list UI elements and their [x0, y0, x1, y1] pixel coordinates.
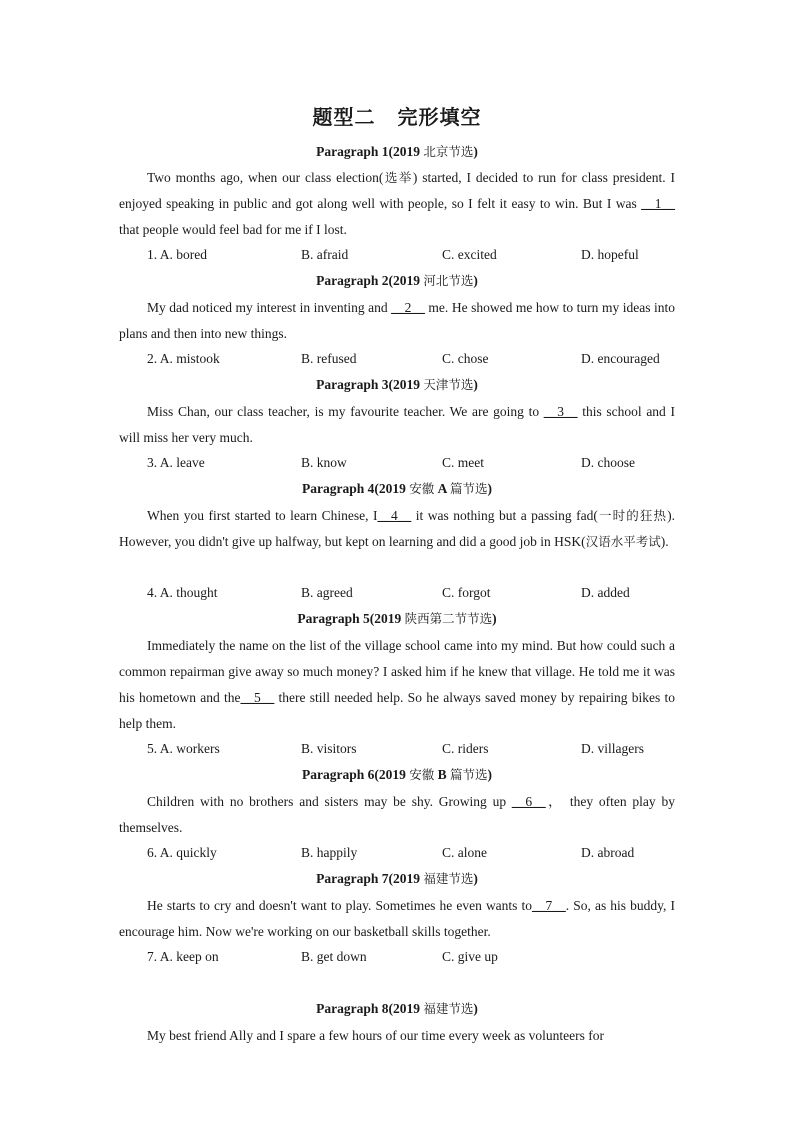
title-part2: 完形填空 — [397, 105, 482, 129]
passage-text: He starts to cry and doesn't want to play. Sometimes he even wants to__7__. So, as his buddy, I encourage him. Now we're working on our basketball skills together. — [119, 898, 675, 939]
section-heading: Paragraph 4(2019 安徽 A 篇节选) — [301, 481, 493, 496]
option-a[interactable]: 3. A. leave — [147, 455, 205, 470]
option-a[interactable]: 2. A. mistook — [147, 351, 220, 366]
option-d[interactable]: D. hopeful — [581, 247, 639, 262]
passage-text: Two months ago, when our class election(选举) started, I decided to run for class president. I enjoyed speaking in public and got along well with people, so I felt it easy to win. But I was __1__ that people would feel bad for me if I lost. — [119, 170, 675, 237]
blank-6[interactable]: __6__ — [511, 794, 546, 809]
question-options — [147, 584, 675, 602]
option-c[interactable]: C. meet — [442, 455, 484, 470]
blank-1[interactable]: __1__ — [641, 196, 675, 211]
passage-text: Immediately the name on the list of the village school came into my mind. But how could such a common repairman give away so much money? I asked him if he knew that village. He told me it was his hometown and the__5__ there still needed help. So he always saved money by repairing bikes to help them. — [119, 638, 675, 731]
section-heading: Paragraph 2(2019 河北节选) — [316, 273, 478, 288]
section-heading: Paragraph 6(2019 安徽 B 篇节选) — [301, 767, 493, 782]
option-c[interactable]: C. forgot — [442, 585, 491, 600]
passage-text: When you first started to learn Chinese, I__4__ it was nothing but a passing fad(一时的狂热). However, you didn't give up halfway, but kept on learning and did a good job in HSK(汉语水平考试). — [119, 508, 675, 549]
option-c[interactable]: C. give up — [442, 949, 498, 964]
option-a[interactable]: 7. A. keep on — [147, 949, 219, 964]
option-b[interactable]: B. agreed — [301, 585, 353, 600]
blank-4[interactable]: __4__ — [377, 508, 412, 523]
blank-3[interactable]: __3__ — [543, 404, 578, 419]
section-heading: Paragraph 5(2019 陕西第二节节选) — [297, 611, 497, 626]
section-heading: Paragraph 8(2019 福建节选) — [316, 1001, 478, 1016]
option-d[interactable]: D. encouraged — [581, 351, 660, 366]
question-options — [147, 350, 675, 368]
question-options — [147, 246, 675, 264]
option-a[interactable]: 4. A. thought — [147, 585, 218, 600]
page-title — [119, 104, 675, 130]
question-options — [147, 454, 675, 472]
option-c[interactable]: C. riders — [442, 741, 489, 756]
passage-text: Children with no brothers and sisters may be shy. Growing up __6__， they often play by themselves. — [119, 794, 675, 835]
option-c[interactable]: C. chose — [442, 351, 489, 366]
option-b[interactable]: B. refused — [301, 351, 357, 366]
passage-text: Miss Chan, our class teacher, is my favourite teacher. We are going to __3__ this school and I will miss her very much. — [119, 404, 675, 445]
passage-text: My dad noticed my interest in inventing and __2__ me. He showed me how to turn my ideas into plans and then into new things. — [119, 300, 675, 341]
option-b[interactable]: B. visitors — [301, 741, 357, 756]
option-b[interactable]: B. happily — [301, 845, 358, 860]
option-c[interactable]: C. alone — [442, 845, 487, 860]
option-a[interactable]: 5. A. workers — [147, 741, 220, 756]
option-b[interactable]: B. know — [301, 455, 347, 470]
question-options — [147, 948, 675, 966]
option-d[interactable]: D. choose — [581, 455, 635, 470]
option-a[interactable]: 1. A. bored — [147, 247, 207, 262]
title-part1: 题型二 — [312, 105, 376, 129]
blank-2[interactable]: __2__ — [391, 300, 425, 315]
option-d[interactable]: D. villagers — [581, 741, 644, 756]
blank-5[interactable]: __5__ — [240, 690, 275, 705]
option-c[interactable]: C. excited — [442, 247, 497, 262]
option-d[interactable]: D. added — [581, 585, 630, 600]
option-d[interactable]: D. abroad — [581, 845, 635, 860]
section-heading: Paragraph 1(2019 北京节选) — [316, 144, 478, 159]
option-b[interactable]: B. get down — [301, 949, 367, 964]
question-options — [147, 844, 675, 862]
blank-7[interactable]: __7__ — [532, 898, 566, 913]
section-heading: Paragraph 3(2019 天津节选) — [316, 377, 478, 392]
section-heading: Paragraph 7(2019 福建节选) — [316, 871, 478, 886]
question-options — [147, 740, 675, 758]
option-b[interactable]: B. afraid — [301, 247, 349, 262]
passage-text: My best friend Ally and I spare a few hours of our time every week as volunteers for — [147, 1028, 604, 1043]
option-a[interactable]: 6. A. quickly — [147, 845, 217, 860]
